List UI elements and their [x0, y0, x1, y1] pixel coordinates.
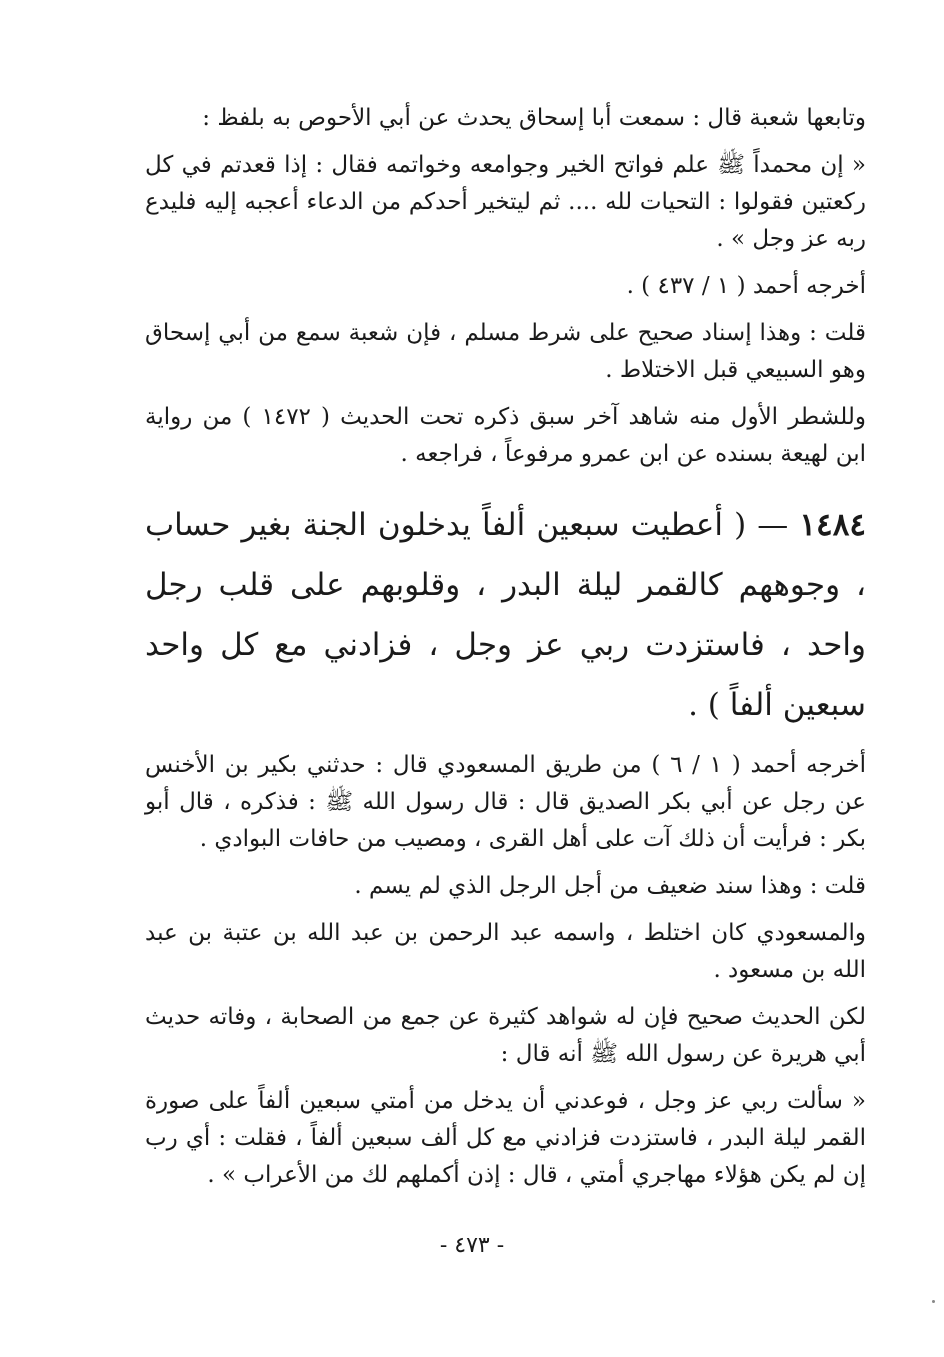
text-column: [145, 100, 866, 1194]
hadith-heading: [145, 495, 866, 735]
hadith-number: ١٤٨٤: [799, 507, 866, 543]
paragraph-shawahid: لكن الحديث صحيح فإن له شواهد كثيرة عن جمع من الصحابة ، وفاته حديث أبي هريرة عن رسول الله ﷺ أنه قال :: [145, 1004, 866, 1067]
paragraph-mutaba: وتابعها شعبة قال : سمعت أبا إسحاق يحدث عن أبي الأحوص به بلفظ :: [202, 105, 866, 131]
paragraph-shahid: وللشطر الأول منه شاهد آخر سبق ذكره تحت الحديث ( ١٤٧٢ ) من رواية ابن لهيعة بسنده عن ابن عمرو مرفوعاً ، فراجعه .: [145, 404, 866, 467]
paragraph-masudi-note: والمسعودي كان اختلط ، واسمه عبد الرحمن بن عبد الله بن عتبة بن عبد الله بن مسعود .: [145, 920, 866, 983]
paragraph-quote-tashahhud: « إن محمداً ﷺ علم فواتح الخير وجوامعه وخواتمه فقال : إذا قعدتم في كل ركعتين فقولوا : التحيات لله .... ثم ليتخير أحدكم من الدعاء أعجبه إليه فليدع ربه عز وجل » .: [145, 152, 866, 252]
paragraph-takhrij-ahmad: أخرجه أحمد ( ١ / ٤٣٧ ) .: [626, 273, 866, 299]
paragraph-isnad-note: قلت : وهذا إسناد صحيح على شرط مسلم ، فإن شعبة سمع من أبي إسحاق وهو السبيعي قبل الاختلاط .: [145, 320, 866, 383]
paragraph-takhrij-masudi: أخرجه أحمد ( ١ / ٦ ) من طريق المسعودي قال : حدثني بكير بن الأخنس عن رجل عن أبي بكر الصديق قال : قال رسول الله ﷺ : فذكره ، قال أبو بكر : فرأيت أن ذلك آت على أهل القرى ، ومصيب من حافات البوادي .: [145, 752, 866, 852]
hadith-text: — ( أعطيت سبعين ألفاً يدخلون الجنة بغير حساب ، وجوههم كالقمر ليلة البدر ، وقلوبهم على قلب رجل واحد ، فاستزدت ربي عز وجل ، فزادني مع كل واحد سبعين ألفاً ) .: [145, 507, 866, 723]
paragraph-daif-note: قلت : وهذا سند ضعيف من أجل الرجل الذي لم يسم .: [354, 873, 866, 899]
scan-speck: [932, 1300, 935, 1303]
page-number: - ٤٧٣ -: [439, 1233, 505, 1258]
paragraph-abu-hurayra-quote: « سألت ربي عز وجل ، فوعدني أن يدخل من أمتي سبعين ألفاً على صورة القمر ليلة البدر ، فاستزدت فزادني مع كل ألف سبعين ألفاً ، فقلت : أي رب إن لم يكن هؤلاء مهاجري أمتي ، قال : إذن أكملهم لك من الأعراب » .: [145, 1088, 866, 1188]
